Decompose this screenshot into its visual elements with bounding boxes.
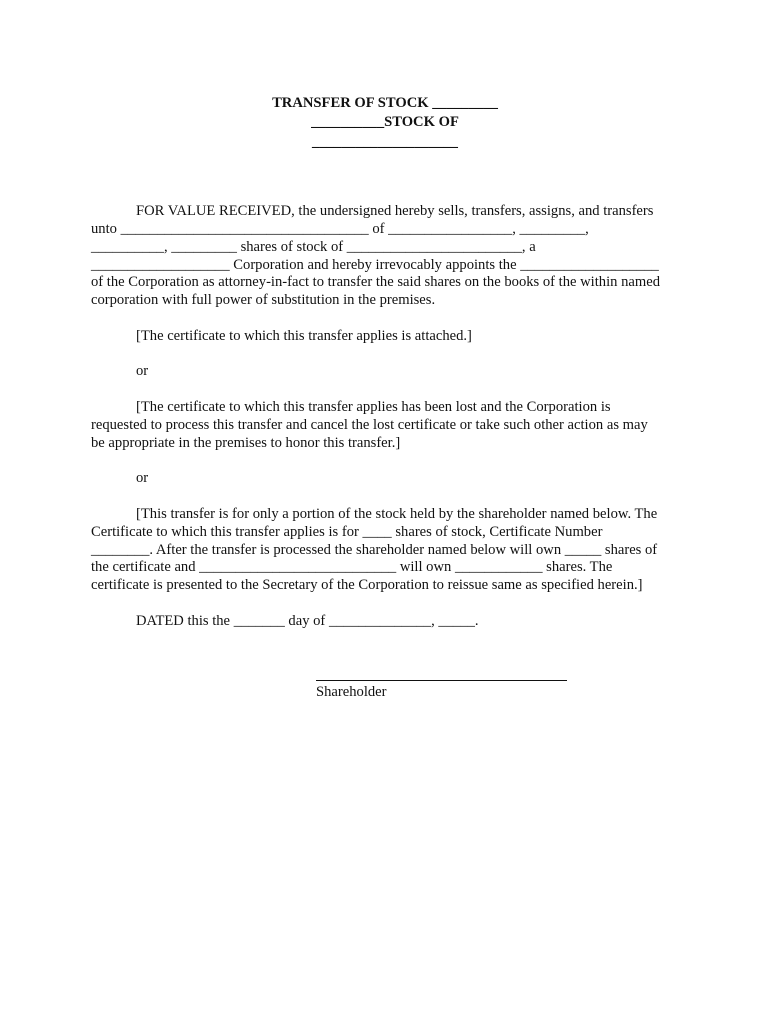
signature-line — [316, 680, 567, 681]
para4-line-1: [This transfer is for only a portion of the stock held by the shareholder named below. The — [136, 506, 658, 522]
para3-line-3: be appropriate in the premises to honor this transfer.] — [91, 435, 401, 451]
para4-line-3: ________. After the transfer is processed the shareholder named below will own _____ shares of — [91, 542, 658, 558]
para4-line-2: Certificate to which this transfer applies is for ____ shares of stock, Certificate Number — [91, 524, 603, 540]
or-separator-1: or — [136, 363, 149, 379]
para1-line-3: __________, _________ shares of stock of ________________________, a — [91, 239, 536, 255]
para3-line-1: [The certificate to which this transfer applies has been lost and the Corporation is — [136, 399, 611, 415]
para4-line-4: the certificate and ___________________________ will own ____________ shares. The — [91, 559, 613, 575]
signature-label: Shareholder — [316, 684, 387, 700]
title-line-1: TRANSFER OF STOCK _________ — [272, 95, 498, 111]
title-line-3: ____________________ — [312, 134, 458, 150]
para1-line-6: corporation with full power of substitution in the premises. — [91, 292, 436, 308]
para1-line-1: FOR VALUE RECEIVED, the undersigned hereby sells, transfers, assigns, and transfers — [136, 203, 654, 219]
para1-line-2: unto __________________________________ of _________________, _________, — [91, 221, 589, 237]
para4-line-5: certificate is presented to the Secretary of the Corporation to reissue same as specified herein.] — [91, 577, 643, 593]
title-line-2: __________STOCK OF — [311, 114, 459, 130]
para1-line-4: ___________________ Corporation and hereby irrevocably appoints the ___________________ — [91, 257, 659, 273]
para1-line-5: of the Corporation as attorney-in-fact to transfer the said shares on the books of the within named — [91, 274, 660, 290]
dated-line: DATED this the _______ day of ______________, _____. — [136, 613, 479, 629]
or-separator-2: or — [136, 470, 149, 486]
para2-attached: [The certificate to which this transfer applies is attached.] — [136, 328, 472, 344]
para3-line-2: requested to process this transfer and cancel the lost certificate or take such other action as may — [91, 417, 648, 433]
